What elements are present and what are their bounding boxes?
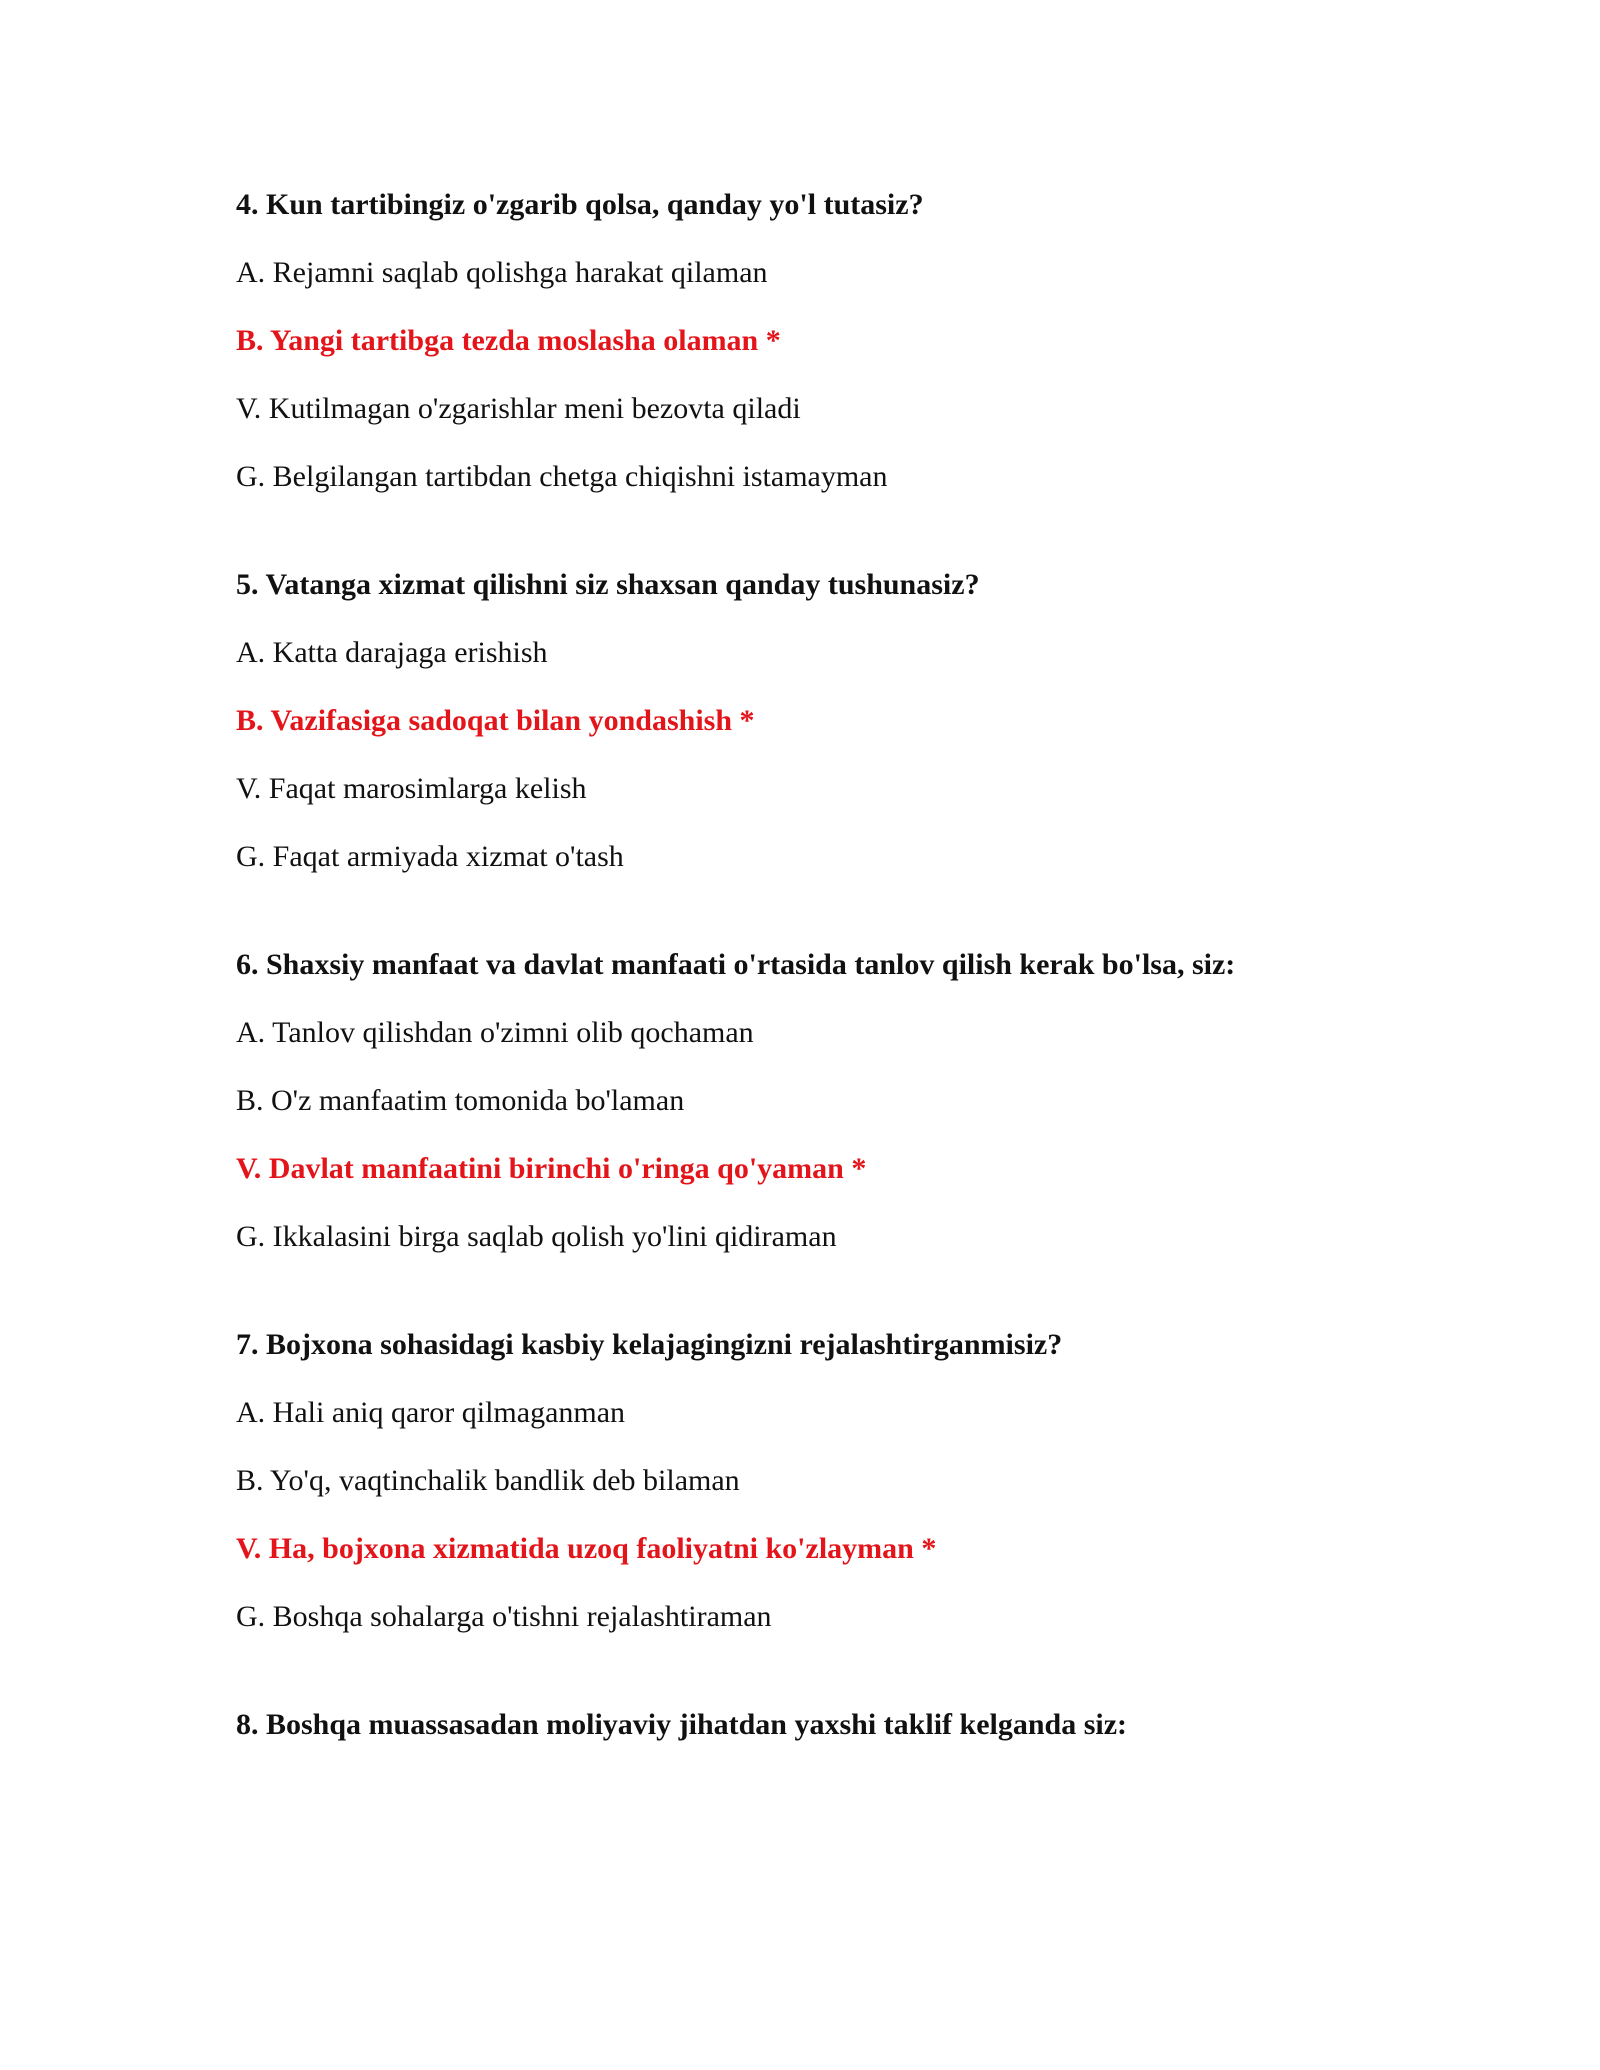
answer-option-g: G. Ikkalasini birga saqlab qolish yo'lini qidiraman	[236, 1220, 837, 1253]
answer-option-b: B. O'z manfaatim tomonida bo'laman	[236, 1084, 685, 1117]
answer-option-v: V. Faqat marosimlarga kelish	[236, 772, 587, 805]
quiz-content	[236, 185, 1416, 1813]
question-4	[236, 185, 1416, 497]
answer-option-g: G. Belgilangan tartibdan chetga chiqishni istamayman	[236, 460, 888, 493]
answer-option-b: B. Yo'q, vaqtinchalik bandlik deb bilaman	[236, 1464, 740, 1497]
answer-option-a: A. Hali aniq qaror qilmaganman	[236, 1396, 626, 1429]
answer-option-a: A. Rejamni saqlab qolishga harakat qilaman	[236, 256, 768, 289]
question-text: 8. Boshqa muassasadan moliyaviy jihatdan yaxshi taklif kelganda siz:	[236, 1708, 1128, 1741]
question-8	[236, 1705, 1416, 1745]
answer-option-v-correct: V. Ha, bojxona xizmatida uzoq faoliyatni ko'zlayman *	[236, 1532, 937, 1565]
answer-option-b-correct: B. Yangi tartibga tezda moslasha olaman *	[236, 324, 781, 357]
question-7	[236, 1325, 1416, 1637]
question-text: 6. Shaxsiy manfaat va davlat manfaati o'rtasida tanlov qilish kerak bo'lsa, siz:	[236, 948, 1236, 981]
answer-option-v-correct: V. Davlat manfaatini birinchi o'ringa qo'yaman *	[236, 1152, 867, 1185]
question-5	[236, 565, 1416, 877]
answer-option-b-correct: B. Vazifasiga sadoqat bilan yondashish *	[236, 704, 755, 737]
answer-option-a: A. Tanlov qilishdan o'zimni olib qochaman	[236, 1016, 754, 1049]
question-6	[236, 945, 1416, 1257]
question-text: 4. Kun tartibingiz o'zgarib qolsa, qanday yo'l tutasiz?	[236, 188, 924, 221]
answer-option-g: G. Faqat armiyada xizmat o'tash	[236, 840, 624, 873]
answer-option-g: G. Boshqa sohalarga o'tishni rejalashtiraman	[236, 1600, 772, 1633]
answer-option-a: A. Katta darajaga erishish	[236, 636, 548, 669]
answer-option-v: V. Kutilmagan o'zgarishlar meni bezovta qiladi	[236, 392, 801, 425]
question-text: 5. Vatanga xizmat qilishni siz shaxsan qanday tushunasiz?	[236, 568, 980, 601]
question-text: 7. Bojxona sohasidagi kasbiy kelajagingizni rejalashtirganmisiz?	[236, 1328, 1063, 1361]
